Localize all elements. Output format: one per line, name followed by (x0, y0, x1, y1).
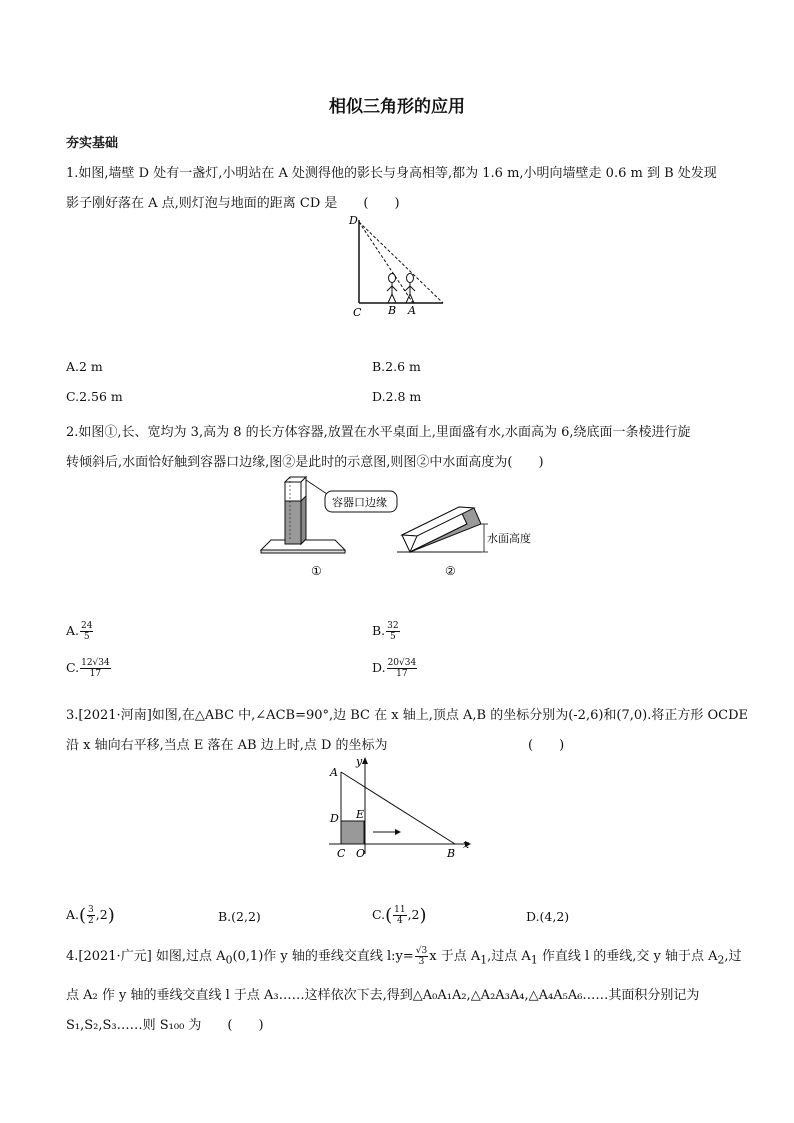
q3-option-c: C.( $\frac{11}{4}$ ,2) (372, 905, 427, 926)
q3-option-b: B.(2,2) (218, 909, 261, 924)
q2-line1: 2.如图①,长、宽均为 3,高为 8 的长方体容器,放置在水平桌面上,里面盛有水,水面高为 6,绕底面一条棱进行旋 (66, 425, 691, 440)
fraction-denominator: 17 (89, 669, 102, 679)
q2-option-b (372, 621, 401, 642)
q1-option-a: A.2 m (66, 359, 103, 374)
q3-option-c-tail: ,2 (407, 907, 420, 922)
q4-line2: 点 A₂ 作 y 轴的垂线交直线 l 于点 A₃……这样依次下去,得到△A₀A₁A₂,△A₂A₃A₄,△A₄A₅A₆……其面积分别记为 (66, 988, 700, 1003)
fraction-denominator: 5 (390, 632, 396, 642)
square-ocde (341, 821, 364, 844)
label-b: B (388, 304, 397, 317)
fraction-denominator: 3 (418, 957, 425, 967)
figure-1-label: ① (311, 564, 322, 578)
q2-option-b-fraction (386, 621, 399, 642)
fraction-numerator: 32 (387, 621, 399, 631)
q4-subscript: 1 (530, 953, 538, 967)
q4-subscript: 1 (480, 953, 488, 967)
q2-option-d-prefix: D. (372, 660, 386, 675)
q4-fraction (415, 946, 428, 967)
q2-option-d (372, 658, 418, 679)
fraction-numerator: 3 (88, 905, 94, 915)
q1-option-c: C.2.56 m (66, 389, 123, 404)
q1-option-b: B.2.6 m (372, 359, 421, 374)
label-d: D (349, 214, 358, 227)
q3-figure (325, 754, 475, 862)
fraction-denominator: 17 (396, 669, 408, 679)
water-height-label: 水面高度 (487, 532, 531, 545)
y-axis-arrow-icon (362, 757, 368, 764)
label-c: C (337, 847, 346, 860)
q4-text: x 于点 A (429, 949, 481, 964)
q4-subscript: 0 (225, 953, 233, 967)
q3-option-c-prefix: C. (372, 907, 386, 922)
q1-figure (345, 212, 455, 322)
q4-line3: S₁,S₂,S₃……则 S₁₀₀ 为 ( ) (66, 1018, 264, 1033)
q3-option-a: A.( $\frac{3}{2}$ ,2) (66, 905, 115, 926)
label-d: D (330, 812, 339, 825)
q2-option-a-prefix: A. (66, 623, 80, 638)
container-figure-1 (261, 477, 345, 553)
q4-subscript: 2 (717, 953, 725, 967)
q2-option-b-prefix: B. (372, 623, 386, 638)
q2-option-c-fraction (80, 658, 111, 679)
q4-text: (0,1)作 y 轴的垂线交直线 l:y= (232, 949, 414, 964)
section-heading: 夯实基础 (66, 136, 119, 151)
fraction-denominator: 4 (396, 916, 403, 926)
q2-figure (255, 472, 545, 580)
page-title: 相似三角形的应用 (329, 97, 465, 117)
fraction-numerator: √3 (415, 946, 428, 956)
q2-line2: 转倾斜后,水面恰好触到容器口边缘,图②是此时的示意图,则图②中水面高度为( ) (66, 455, 544, 470)
callout-label: 容器口边缘 (332, 496, 387, 509)
light-ray-1 (359, 222, 443, 303)
q1-line2: 影子刚好落在 A 点,则灯泡与地面的距离 CD 是 ( ) (66, 196, 400, 211)
q4-text: 作直线 l 的垂线,交 y 轴于点 A (537, 949, 718, 964)
q3-answer-paren: ( ) (528, 738, 565, 753)
label-y: y (356, 755, 363, 768)
label-e: E (356, 808, 365, 821)
person-b-icon (387, 274, 397, 304)
q2-option-c-prefix: C. (66, 660, 80, 675)
q4-line1 (66, 945, 742, 967)
label-c: C (353, 306, 362, 319)
label-x: x (463, 838, 470, 851)
fraction-denominator: 2 (88, 916, 94, 926)
q2-option-c (66, 658, 112, 679)
label-o: O (356, 847, 366, 860)
fraction-denominator: 5 (83, 632, 90, 642)
q2-option-a-fraction (80, 621, 93, 642)
label-a: A (408, 304, 416, 317)
q3-option-d: D.(4,2) (526, 909, 570, 924)
q3-option-a-fraction (87, 905, 95, 926)
q3-option-a-tail: ,2 (95, 907, 108, 922)
q4-text: ,过点 A (487, 949, 531, 964)
fraction-numerator: 24 (81, 621, 93, 631)
q4-text: 4.[2021·广元] 如图,过点 A (66, 949, 226, 964)
q3-line2: 沿 x 轴向右平移,当点 E 落在 AB 边上时,点 D 的坐标为 (66, 738, 388, 753)
label-b: B (447, 847, 456, 860)
q3-option-c-fraction (393, 905, 406, 926)
container-figure-2 (397, 507, 488, 552)
label-a: A (330, 766, 338, 779)
q4-text: ,过 (724, 949, 742, 964)
fraction-numerator: 20√34 (387, 658, 417, 668)
fraction-numerator: 12√34 (81, 658, 110, 668)
q2-option-a (66, 621, 94, 642)
q1-option-d: D.2.8 m (372, 389, 422, 404)
move-arrow-icon (395, 829, 401, 835)
fraction-numerator: 11 (394, 905, 406, 915)
q3-option-a-prefix: A. (66, 907, 80, 922)
q2-option-d-fraction (387, 658, 418, 679)
q3-line1: 3.[2021·河南]如图,在△ABC 中,∠ACB=90°,边 BC 在 x 轴上,顶点 A,B 的坐标分别为(-2,6)和(7,0).将正方形 OCDE (66, 708, 749, 723)
q1-line1: 1.如图,墙壁 D 处有一盏灯,小明站在 A 处测得他的影长与身高相等,都为 1.6 m,小明向墙壁走 0.6 m 到 B 处发现 (66, 166, 717, 181)
figure-2-label: ② (445, 564, 456, 578)
